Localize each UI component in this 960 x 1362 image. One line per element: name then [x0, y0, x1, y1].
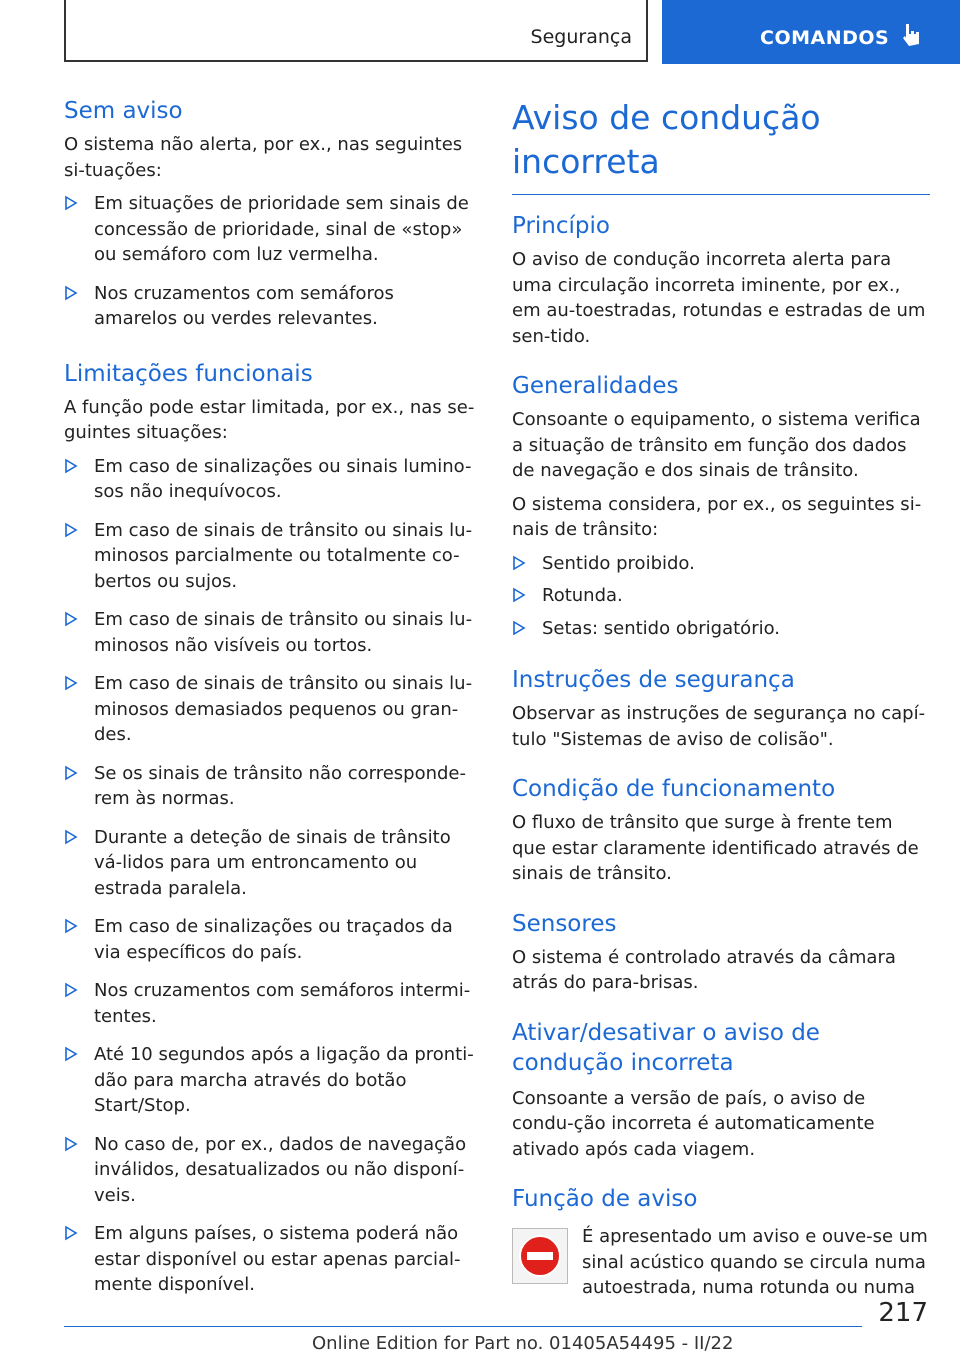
hand-pointer-icon: [900, 22, 922, 48]
section-title: Segurança: [530, 26, 632, 48]
list-item: Setas: sentido obrigatório.: [512, 616, 930, 642]
paragraph: A função pode estar limitada, por ex., nas se-guintes situações:: [64, 396, 475, 443]
paragraph: Consoante a versão de país, o aviso de condu-ção incorreta é automaticamente ativado após cada viagem.: [512, 1087, 875, 1160]
triangle-bullet-icon: [64, 458, 78, 474]
bullet-list: [512, 551, 930, 642]
list-item: Em alguns países, o sistema poderá não estar disponível ou estar apenas parcial-mente disponível.: [64, 1221, 482, 1298]
triangle-bullet-icon: [64, 675, 78, 691]
heading-sem-aviso: Sem aviso: [64, 98, 183, 124]
paragraph: O sistema é controlado através da câmara atrás do para-brisas.: [512, 946, 896, 993]
list-item: Em caso de sinais de trânsito ou sinais lu-minosos demasiados pequenos ou gran-des.: [64, 671, 482, 748]
triangle-bullet-icon: [64, 765, 78, 781]
list-item: Nos cruzamentos com semáforos intermi-tentes.: [64, 978, 482, 1029]
heading-limitacoes: Limitações funcionais: [64, 360, 313, 387]
heading-generalidades: Generalidades: [512, 373, 679, 399]
list-item: Rotunda.: [512, 583, 930, 609]
list-item: Em caso de sinalizações ou traçados da via específicos do país.: [64, 914, 482, 965]
bullet-list: [64, 454, 482, 1298]
triangle-bullet-icon: [512, 587, 526, 603]
paragraph: O fluxo de trânsito que surge à frente tem que estar claramente identificado através de sinais de trânsito.: [512, 812, 919, 884]
no-entry-sign-icon: [512, 1228, 568, 1284]
footer-divider: [64, 1326, 862, 1327]
left-column: [64, 96, 482, 1311]
triangle-bullet-icon: [64, 195, 78, 211]
list-item: Em situações de prioridade sem sinais de concessão de prioridade, sinal de «stop» ou semáforo com luz vermelha.: [64, 191, 482, 268]
paragraph: O sistema não alerta, por ex., nas seguintes si-tuações:: [64, 134, 463, 181]
title-divider: [512, 194, 930, 195]
list-item: No caso de, por ex., dados de navegação inválidos, desatualizados ou não disponí-veis.: [64, 1132, 482, 1209]
heading-condicao: Condição de funcionamento: [512, 776, 836, 802]
list-item: Se os sinais de trânsito não corresponde-rem às normas.: [64, 761, 482, 812]
bullet-list: [64, 191, 482, 332]
warning-block: [512, 1220, 930, 1309]
triangle-bullet-icon: [64, 1136, 78, 1152]
list-item: Em caso de sinais de trânsito ou sinais lu-minosos parcialmente ou totalmente co-bertos ou sujos.: [64, 518, 482, 595]
triangle-bullet-icon: [64, 611, 78, 627]
section-tab: [64, 0, 648, 62]
paragraph: O aviso de condução incorreta alerta para uma circulação incorreta iminente, por ex., em au-toestradas, rotundas e estradas de um sen-tido.: [512, 249, 926, 347]
chapter-title: COMANDOS: [760, 27, 890, 49]
triangle-bullet-icon: [512, 555, 526, 571]
paragraph: É apresentado um aviso e ouve-se um sinal acústico quando se circula numa autoestrada, numa rotunda ou numa: [582, 1226, 928, 1298]
right-column: [512, 96, 930, 1309]
page-header: [0, 0, 960, 66]
heading-instrucoes: Instruções de segurança: [512, 667, 795, 693]
heading-ativar: Ativar/desativar o aviso de condução incorreta: [512, 1019, 820, 1076]
triangle-bullet-icon: [64, 918, 78, 934]
heading-funcao: Função de aviso: [512, 1186, 698, 1212]
footer-edition: Online Edition for Part no. 01405A54495 - II/22: [312, 1333, 734, 1354]
heading-sensores: Sensores: [512, 910, 617, 937]
list-item: Nos cruzamentos com semáforos amarelos ou verdes relevantes.: [64, 281, 482, 332]
chapter-tab: [662, 0, 960, 64]
triangle-bullet-icon: [64, 1046, 78, 1062]
list-item: Sentido proibido.: [512, 551, 930, 577]
triangle-bullet-icon: [64, 829, 78, 845]
triangle-bullet-icon: [64, 522, 78, 538]
list-item: Até 10 segundos após a ligação da pronti-dão para marcha através do botão Start/Stop.: [64, 1042, 482, 1119]
page-number: 217: [878, 1298, 928, 1328]
triangle-bullet-icon: [64, 982, 78, 998]
paragraph: O sistema considera, por ex., os seguintes si-nais de trânsito:: [512, 493, 922, 540]
triangle-bullet-icon: [512, 620, 526, 636]
paragraph: Consoante o equipamento, o sistema verifica a situação de trânsito em função dos dados de navegação e dos sinais de trânsito.: [512, 409, 921, 481]
main-title: Aviso de condução incorreta: [512, 98, 821, 181]
triangle-bullet-icon: [64, 1225, 78, 1241]
list-item: Em caso de sinalizações ou sinais lumino-sos não inequívocos.: [64, 454, 482, 505]
list-item: Em caso de sinais de trânsito ou sinais lu-minosos não visíveis ou tortos.: [64, 607, 482, 658]
triangle-bullet-icon: [64, 285, 78, 301]
paragraph: Observar as instruções de segurança no capí-tulo "Sistemas de aviso de colisão".: [512, 703, 926, 750]
list-item: Durante a deteção de sinais de trânsito vá-lidos para um entroncamento ou estrada paralela.: [64, 825, 482, 902]
heading-principio: Princípio: [512, 213, 610, 239]
